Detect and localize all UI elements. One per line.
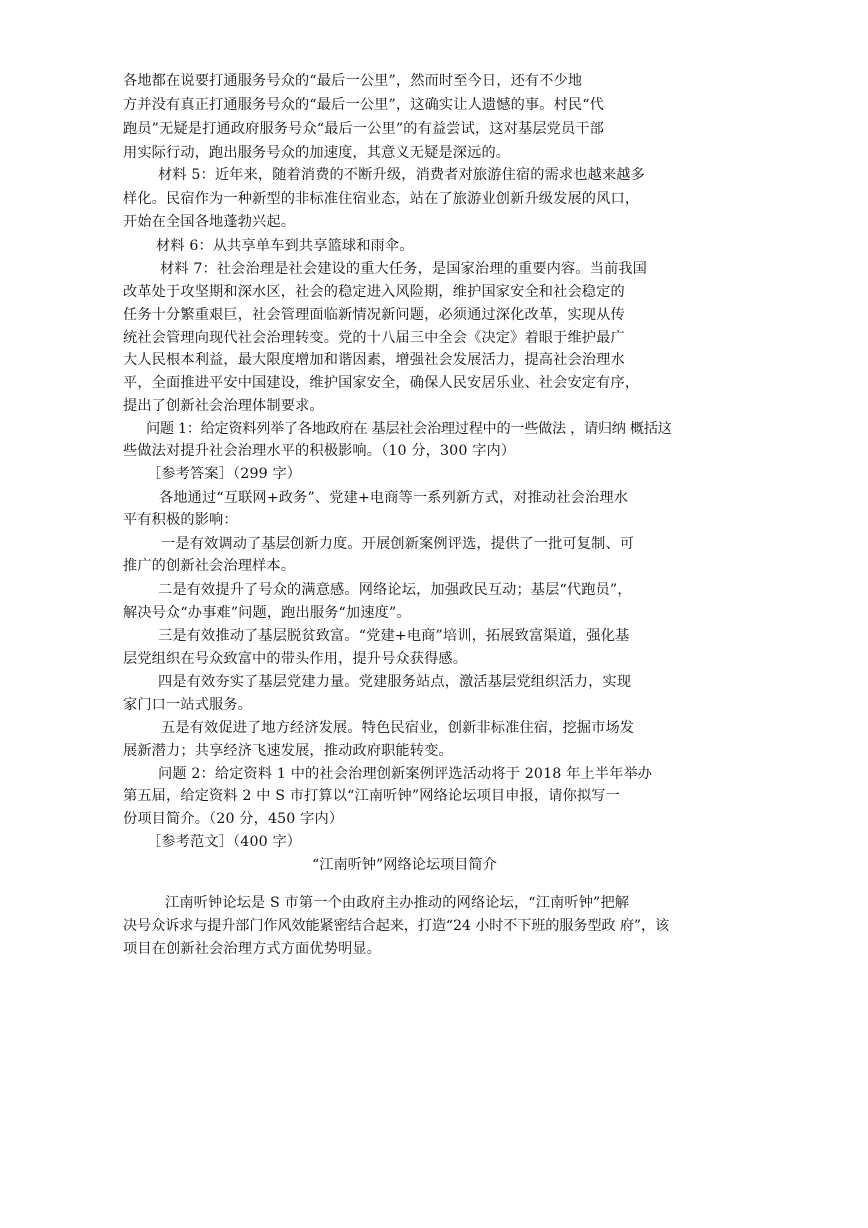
text-line: 二是有效提升了号众的满意感。网络论坛，加强政民互动；基层“代跑员”， xyxy=(158,582,632,598)
text-line: 跑员”无疑是打通政府服务号众“最后一公里”的有益尝试，这对基层党员干部 xyxy=(123,121,605,137)
question-line: 问题 2：给定资料 1 中的社会治理创新案例评选活动将于 2018 年上半年举办 xyxy=(158,766,653,782)
text-line: 推广的创新社会治理样本。 xyxy=(123,558,296,574)
text-line: 决号众诉求与提升部门作风效能紧密结合起来，打造“24 小时不下班的服务型政 府”，该 xyxy=(123,918,670,934)
text-line: 用实际行动，跑出服务号众的加速度，其意义无疑是深远的。 xyxy=(123,145,511,161)
text-line: 一是有效调动了基层创新力度。开展创新案例评选，提供了一批可复制、可 xyxy=(161,536,635,552)
text-line: 江南听钟论坛是 S 市第一个由政府主办推动的网络论坛，“江南听钟”把解 xyxy=(165,895,630,911)
text-line: 各地通过“互联网+政务”、党建+电商等一系列新方式，对推动社会治理水 xyxy=(159,490,629,506)
text-line: 平有积极的影响： xyxy=(123,512,238,528)
text-line: 材料 6：从共享单车到共享篮球和雨伞。 xyxy=(156,238,414,254)
text-line: 平，全面推进平安中国建设，维护国家安全，确保人民安居乐业、社会安定有序， xyxy=(123,375,640,391)
text-line: 大人民根本利益，最大限度增加和谐因素，增强社会发展活力，提高社会治理水 xyxy=(123,352,625,368)
text-line: 开始在全国各地蓬勃兴起。 xyxy=(123,214,296,230)
text-line: 统社会管理向现代社会治理转变。党的十八届三中全会《决定》着眼于维护最广 xyxy=(123,330,625,346)
question-line: 第五届，给定资料 2 中 S 市打算以“江南听钟”网络论坛项目申报，请你拟写一 xyxy=(123,788,620,804)
question-line: 些做法对提升社会治理水平的积极影响。（10 分，300 字内） xyxy=(123,443,516,459)
text-line: 展新潜力；共享经济飞速发展，推动政府职能转变。 xyxy=(123,743,453,759)
text-line: 层党组织在号众致富中的带头作用，提升号众获得感。 xyxy=(123,651,468,667)
text-line: 样化。民宿作为一种新型的非标准住宿业态，站在了旅游业创新升级发展的风口， xyxy=(123,191,640,207)
question-line: 问题 1：给定资料列举了各地政府在 基层社会治理过程中的一些做法 ，请归纳 概括这 xyxy=(146,421,672,437)
essay-title: “江南听钟”网络论坛项目简介 xyxy=(312,857,497,873)
answer-heading: ［参考答案］（299 字） xyxy=(147,466,302,482)
text-line: 解决号众“办事难”问题，跑出服务“加速度”。 xyxy=(123,605,411,621)
text-line: 各地都在说要打通服务号众的“最后一公里”，然而时至今日，还有不少地 xyxy=(123,73,583,89)
text-line: 任务十分繁重艰巨，社会管理面临新情况新问题，必须通过深化改革，实现从传 xyxy=(123,307,625,323)
answer-heading: ［参考范文］（400 字） xyxy=(147,834,302,850)
question-line: 份项目简介。（20 分，450 字内） xyxy=(123,811,344,827)
text-line: 四是有效夯实了基层党建力量。党建服务站点，激活基层党组织活力，实现 xyxy=(158,674,632,690)
text-line: 项目在创新社会治理方式方面优势明显。 xyxy=(123,941,382,957)
text-line: 材料 7：社会治理是社会建设的重大任务，是国家治理的重要内容。当前我国 xyxy=(160,261,647,277)
text-line: 方并没有真正打通服务号众的“最后一公里”，这确实让人遗憾的事。村民“代 xyxy=(123,97,605,113)
text-line: 三是有效推动了基层脱贫致富。“党建+电商”培训，拓展致富渠道，强化基 xyxy=(158,628,630,644)
text-line: 家门口一站式服务。 xyxy=(123,697,253,713)
text-line: 五是有效促进了地方经济发展。特色民宿业，创新非标准住宿，挖掘市场发 xyxy=(161,720,635,736)
text-line: 提出了创新社会治理体制要求。 xyxy=(123,398,324,414)
text-line: 改革处于攻坚期和深水区，社会的稳定进入风险期，维护国家安全和社会稳定的 xyxy=(123,284,625,300)
text-line: 材料 5：近年来，随着消费的不断升级，消费者对旅游住宿的需求也越来越多 xyxy=(158,167,645,183)
